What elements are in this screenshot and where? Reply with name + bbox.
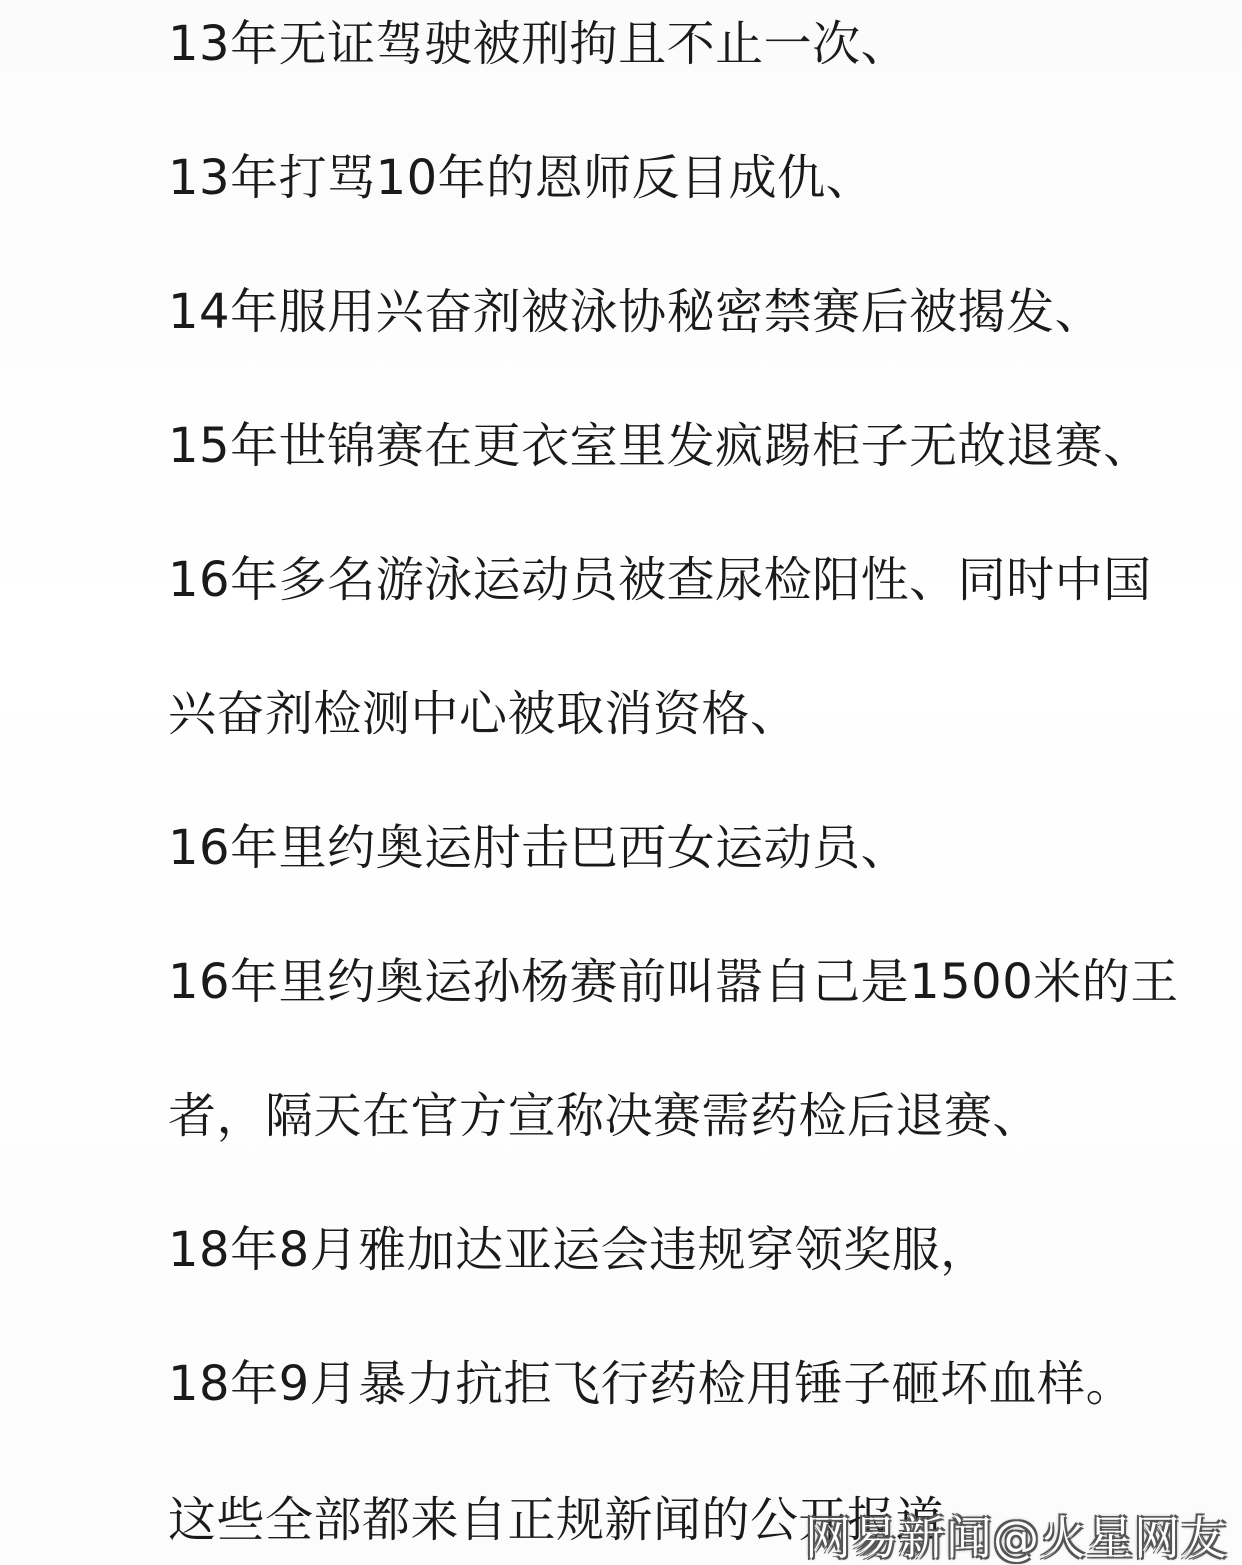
text-line-10: 18年8月雅加达亚运会违规穿领奖服， bbox=[168, 1222, 989, 1278]
source-watermark: 网易新闻@火星网友 bbox=[805, 1511, 1228, 1565]
text-line-8: 16年里约奥运孙杨赛前叫嚣自己是1500米的王 bbox=[168, 954, 1179, 1010]
text-line-6: 兴奋剂检测中心被取消资格、 bbox=[168, 686, 799, 742]
text-line-2: 13年打骂10年的恩师反目成仇、 bbox=[168, 150, 875, 206]
text-line-3: 14年服用兴奋剂被泳协秘密禁赛后被揭发、 bbox=[168, 284, 1104, 340]
text-line-12: 这些全部都来自正规新闻的公开报道 bbox=[168, 1492, 945, 1548]
text-line-4: 15年世锦赛在更衣室里发疯踢柜子无故退赛、 bbox=[168, 418, 1152, 474]
text-line-7: 16年里约奥运肘击巴西女运动员、 bbox=[168, 820, 910, 876]
text-line-5: 16年多名游泳运动员被查尿检阳性、同时中国 bbox=[168, 552, 1152, 608]
text-line-1: 13年无证驾驶被刑拘且不止一次、 bbox=[168, 16, 910, 72]
text-line-11: 18年9月暴力抗拒飞行药检用锤子砸坏血样。 bbox=[168, 1356, 1135, 1412]
text-line-9: 者，隔天在官方宣称决赛需药检后退赛、 bbox=[168, 1088, 1042, 1144]
